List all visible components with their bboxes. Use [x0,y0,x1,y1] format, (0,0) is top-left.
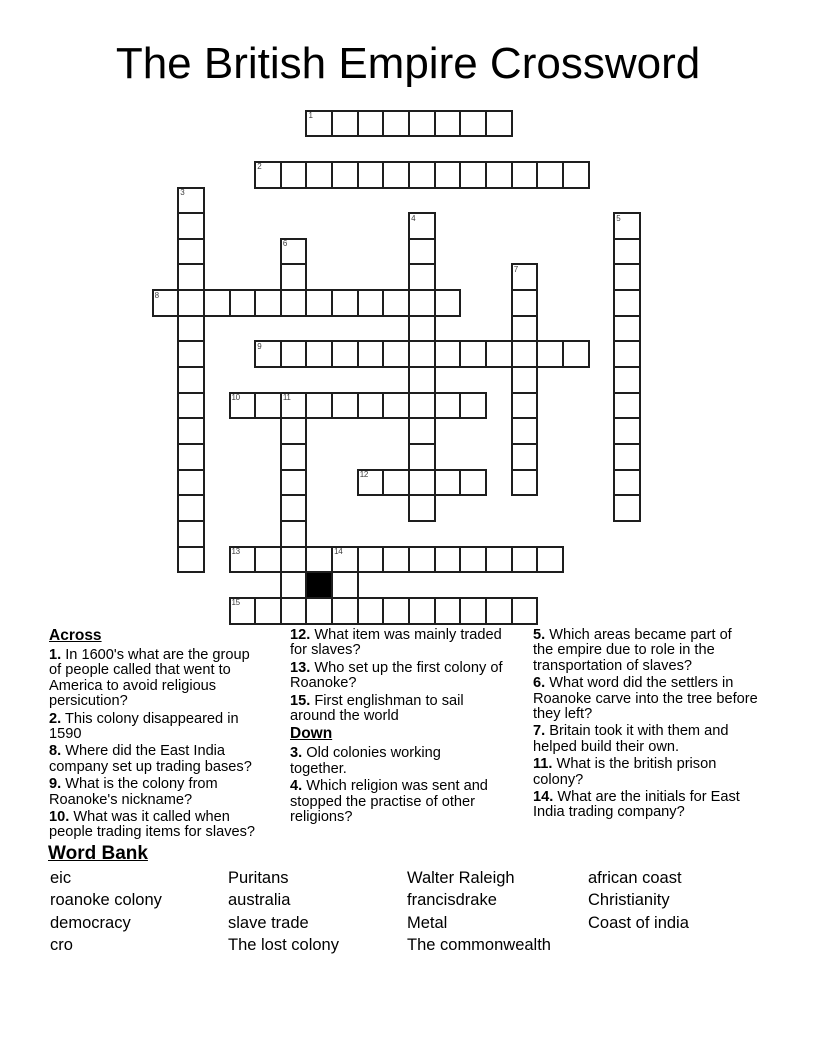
grid-cell [511,546,539,574]
grid-cell [511,469,539,497]
grid-cell [280,571,308,599]
grid-cell [613,443,641,471]
grid-cell [459,110,487,138]
grid-clue-number: 11 [282,393,291,403]
grid-cell [357,597,385,625]
grid-cell [305,289,333,317]
grid-cell [613,340,641,368]
clue-12: 12. What item was mainly traded for slaves? [290,627,502,659]
grid-cell [459,469,487,497]
grid-cell [331,571,359,599]
grid-cell [485,161,513,189]
grid-cell [511,392,539,420]
grid-cell [613,494,641,522]
word-bank-column [407,867,551,957]
clue-6: 6. What word did the settlers in Roanoke carve into the tree before they left? [533,675,758,723]
grid-cell [434,161,462,189]
grid-cell [562,340,590,368]
grid-cell [357,161,385,189]
grid-cell [408,366,436,394]
word-bank-column [228,867,339,957]
clue-column-right [533,628,763,823]
grid-cell [382,289,410,317]
grid-cell [331,110,359,138]
grid-cell [177,417,205,445]
grid-cell [280,494,308,522]
grid-cell [408,392,436,420]
grid-cell [434,597,462,625]
grid-cell [434,546,462,574]
grid-cell [177,238,205,266]
word-bank-item: roanoke colony [50,891,162,910]
clue-column-middle [290,628,526,827]
grid-cell [382,546,410,574]
grid-cell [408,161,436,189]
grid-cell [459,546,487,574]
grid-clue-number: 2 [257,162,262,172]
grid-cell [408,263,436,291]
page-title: The British Empire Crossword [115,39,701,88]
clue-1: 1. In 1600's what are the group of people called that went to America to avoid religious persicution? [49,647,250,710]
grid-cell [511,161,539,189]
grid-cell [177,469,205,497]
grid-clue-number: 3 [180,188,185,198]
grid-cell [613,469,641,497]
grid-cell [562,161,590,189]
grid-cell [511,366,539,394]
word-bank-item: australia [228,891,291,910]
grid-cell [613,238,641,266]
clue-11: 11. What is the british prison colony? [533,756,717,788]
grid-cell [382,469,410,497]
grid-cell [382,161,410,189]
grid-cell [536,340,564,368]
grid-cell [280,340,308,368]
grid-cell [408,110,436,138]
clue-3: 3. Old colonies working together. [290,745,441,777]
grid-cell [408,546,436,574]
grid-cell [434,469,462,497]
grid-cell [382,110,410,138]
grid-cell [177,212,205,240]
grid-cell [280,417,308,445]
clue-13: 13. Who set up the first colony of Roanoke? [290,659,503,692]
grid-cell [254,392,282,420]
grid-cell [382,597,410,625]
grid-cell [434,110,462,138]
grid-cell [613,392,641,420]
grid-cell [408,417,436,445]
black-cell [305,571,333,599]
grid-cell [613,289,641,317]
grid-cell [177,340,205,368]
grid-cell [357,392,385,420]
word-bank-column [588,867,689,934]
grid-clue-number: 13 [231,547,240,557]
clue-4: 4. Which religion was sent and stopped the practise of other religions? [290,778,488,826]
grid-cell [280,546,308,574]
grid-cell [280,597,308,625]
word-bank-item: Walter Raleigh [407,869,515,887]
grid-cell [459,392,487,420]
grid-clue-number: 9 [257,341,262,351]
grid-cell [613,315,641,343]
word-bank-column [50,867,162,957]
grid-cell [254,546,282,574]
grid-cell [511,417,539,445]
grid-cell [434,340,462,368]
grid-cell [305,161,333,189]
grid-clue-number: 10 [231,393,240,403]
clue-15: 15. First englishman to sail around the world [290,692,464,725]
clue-9: 9. What is the colony from Roanoke's nickname? [49,776,218,808]
grid-clue-number: 14 [334,547,343,557]
grid-cell [408,443,436,471]
clue-section-heading: Down [290,725,333,743]
grid-cell [177,494,205,522]
grid-cell [177,289,205,317]
clue-2: 2. This colony disappeared in 1590 [49,710,239,743]
grid-cell [177,392,205,420]
grid-cell [511,443,539,471]
grid-cell [613,366,641,394]
grid-cell [408,469,436,497]
grid-clue-number: 15 [231,598,240,608]
grid-cell [229,289,257,317]
grid-cell [434,392,462,420]
grid-cell [511,340,539,368]
grid-cell [305,597,333,625]
word-bank-item: slave trade [228,913,309,932]
word-bank-item: democracy [50,913,131,932]
grid-cell [357,289,385,317]
grid-cell [280,443,308,471]
grid-cell [408,494,436,522]
clue-10: 10. What was it called when people trading items for slaves? [49,809,256,841]
grid-cell [434,289,462,317]
grid-cell [382,392,410,420]
grid-cell [613,417,641,445]
crossword-grid [152,110,672,630]
clue-8: 8. Where did the East India company set up trading bases? [49,743,252,775]
grid-cell [177,443,205,471]
grid-clue-number: 5 [616,213,621,223]
grid-cell [357,546,385,574]
grid-cell [459,340,487,368]
word-bank-item: francisdrake [407,891,497,910]
grid-cell [357,110,385,138]
grid-cell [408,340,436,368]
word-bank-heading: Word Bank [48,843,148,864]
grid-cell [485,110,513,138]
word-bank-item: Puritans [228,869,289,887]
word-bank-item: The lost colony [228,936,339,955]
grid-cell [485,597,513,625]
clue-5: 5. Which areas became part of the empire due to role in the transportation of slaves? [533,627,732,674]
grid-cell [511,289,539,317]
grid-cell [331,597,359,625]
grid-cell [203,289,231,317]
grid-cell [280,263,308,291]
grid-cell [331,340,359,368]
grid-clue-number: 8 [154,290,159,300]
clue-7: 7. Britain took it with them and helped build their own. [533,723,729,755]
grid-cell [511,315,539,343]
grid-clue-number: 4 [411,213,416,223]
grid-cell [485,340,513,368]
grid-cell [331,392,359,420]
grid-cell [382,340,410,368]
clue-14: 14. What are the initials for East India trading company? [533,789,740,821]
grid-cell [408,289,436,317]
word-bank-item: Metal [407,913,448,932]
grid-cell [254,289,282,317]
grid-cell [280,161,308,189]
grid-cell [459,597,487,625]
word-bank-item: Coast of india [588,913,689,932]
grid-cell [613,263,641,291]
grid-cell [177,546,205,574]
grid-cell [331,289,359,317]
grid-cell [536,161,564,189]
grid-cell [408,315,436,343]
grid-cell [177,263,205,291]
grid-cell [305,340,333,368]
grid-cell [280,520,308,548]
grid-cell [459,161,487,189]
grid-cell [177,520,205,548]
grid-cell [177,315,205,343]
word-bank-item: cro [50,936,73,955]
grid-cell [305,546,333,574]
grid-cell [305,392,333,420]
grid-cell [408,238,436,266]
grid-clue-number: 6 [282,239,287,249]
grid-cell [177,366,205,394]
grid-clue-number: 7 [513,264,518,274]
grid-cell [280,469,308,497]
word-bank-item: Christianity [588,891,670,910]
grid-cell [357,340,385,368]
clue-column-left [49,628,263,843]
grid-cell [536,546,564,574]
word-bank-item: eic [50,869,72,887]
grid-clue-number: 1 [308,111,313,121]
grid-cell [254,597,282,625]
grid-cell [280,289,308,317]
word-bank-item: The commonwealth [407,936,551,955]
grid-cell [485,546,513,574]
grid-cell [408,597,436,625]
word-bank-item: african coast [588,869,682,887]
grid-cell [331,161,359,189]
grid-cell [511,597,539,625]
grid-clue-number: 12 [359,470,369,480]
clue-section-heading: Across [49,627,102,644]
